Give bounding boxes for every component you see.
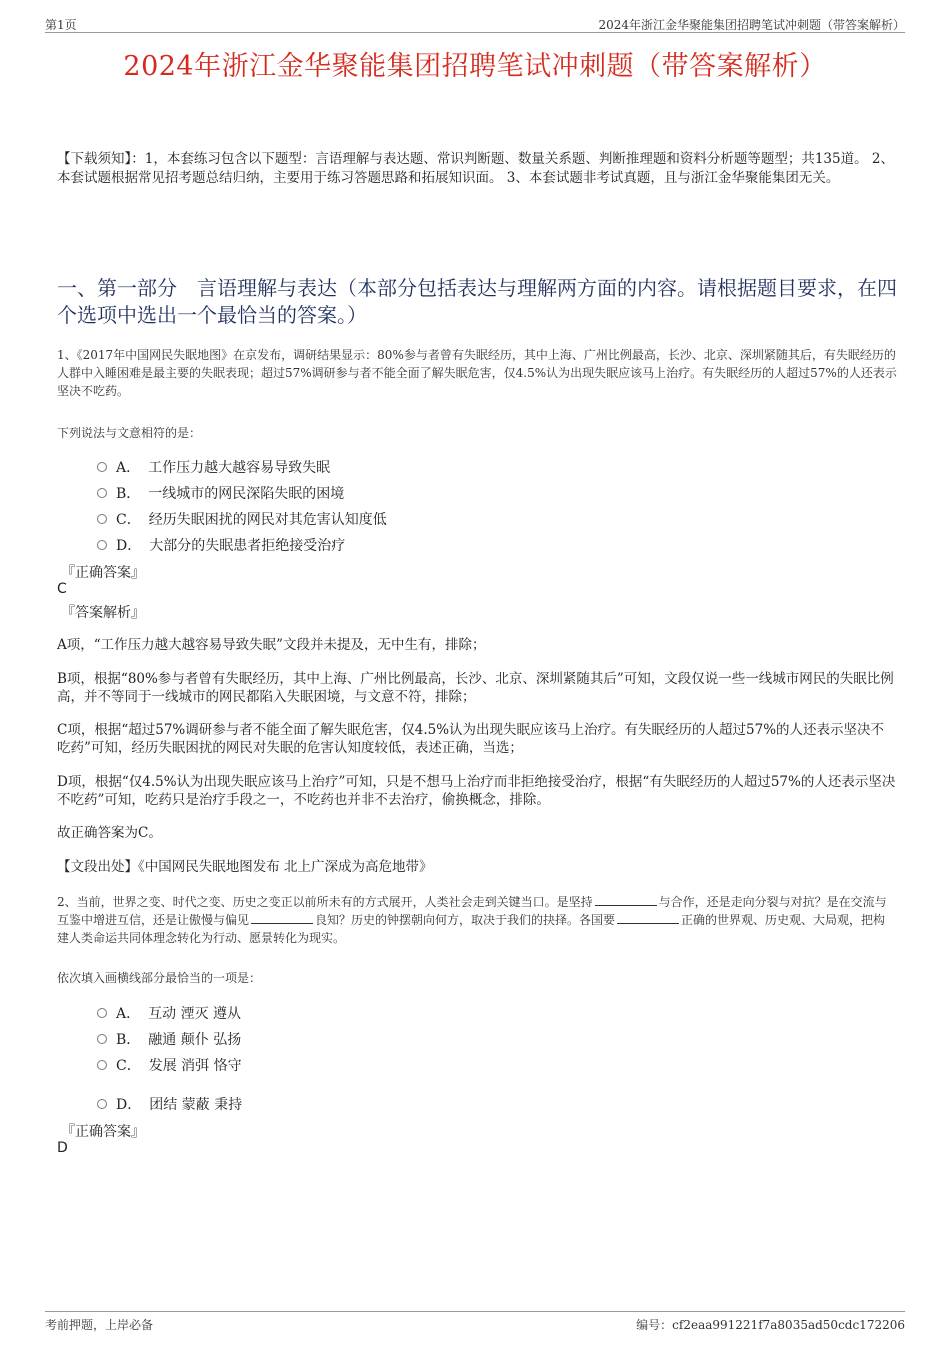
question-2-prompt: 依次填入画横线部分最恰当的一项是： [57,971,262,985]
q2-option-c[interactable] [97,1055,242,1075]
option-letter: C． [116,512,141,528]
q1-analysis-b: B项，根据“80%参与者曾有失眠经历，其中上海、广州比例最高，长沙、北京、深圳紧随其后”可知，文段仅说一些一线城市网民的失眠比例高，并不等同于一线城市的网民都陷入失眠困境，与文意不符，排除； [57,671,894,705]
option-text: 互动 湮灭 遵从 [148,1006,242,1022]
radio-icon[interactable] [97,540,107,550]
document-title: 2024年浙江金华聚能集团招聘笔试冲刺题（带答案解析） [123,51,827,82]
option-letter: C． [116,1058,141,1074]
q2-option-d[interactable] [97,1094,242,1114]
q1-analysis-c: C项，根据“超过57%调研参与者不能全面了解失眠危害，仅4.5%认为出现失眠应该马上治疗。有失眠经历的人超过57%的人还表示坚决不吃药”可知，经历失眠困扰的网民对失眠的危害认知度较低，表述正确，当选； [57,722,885,756]
q2-option-b[interactable] [97,1029,241,1049]
q1-analysis-conclusion: 故正确答案为C。 [57,825,162,841]
question-1-prompt: 下列说法与文意相符的是： [57,426,202,440]
option-text: 经历失眠困扰的网民对其危害认知度低 [148,512,387,528]
option-text: 发展 消弭 恪守 [148,1058,242,1074]
footer-serial: 编号：cf2eaa991221f7a8035ad50cdc172206 [636,1318,905,1332]
q2-text-part: 与合作，还是走向分裂与对抗？是在交流与互鉴中增进互信，还是让傲慢与偏见 [57,895,887,927]
q1-source: 【文段出处】《中国网民失眠地图发布 北上广深成为高危地带》 [57,859,433,875]
radio-icon[interactable] [97,1034,107,1044]
q2-text-part: 正确的世界观、历史观、大局观，把构建人类命运共同体理念转化为行动、愿景转化为现实。 [57,913,886,945]
q1-analysis-d: D项，根据“仅4.5%认为出现失眠应该马上治疗”可知，只是不想马上治疗而非拒绝接受治疗，根据“有失眠经历的人超过57%的人还表示坚决不吃药”可知，吃药只是治疗手段之一，不吃药也并非不去治疗，偷换概念，排除。 [57,774,896,808]
option-letter: D． [116,538,142,554]
radio-icon[interactable] [97,514,107,524]
q1-analysis-label: 『答案解析』 [61,605,145,621]
fill-blank [251,911,313,924]
option-text: 一线城市的网民深陷失眠的困境 [148,486,345,502]
option-text: 融通 颠仆 弘扬 [148,1032,242,1048]
q2-option-a[interactable] [97,1003,241,1023]
q1-answer: C [57,581,67,597]
q1-option-b[interactable] [97,483,344,503]
q2-answer-label: 『正确答案』 [61,1124,145,1140]
q1-option-d[interactable] [97,535,345,555]
header-title: 2024年浙江金华聚能集团招聘笔试冲刺题（带答案解析） [598,18,905,32]
section-title: 一、第一部分 言语理解与表达（本部分包括表达与理解两方面的内容。请根据题目要求，在四个选项中选出一个最恰当的答案。） [57,276,897,327]
page-number: 第1页 [45,18,77,32]
option-text: 团结 蒙蔽 秉持 [149,1097,243,1113]
radio-icon[interactable] [97,462,107,472]
option-letter: D． [116,1097,142,1113]
option-text: 工作压力越大越容易导致失眠 [148,460,331,476]
fill-blank [617,911,679,924]
footer-slogan: 考前押题，上岸必备 [45,1318,154,1332]
q2-text-part: 2、当前，世界之变、时代之变、历史之变正以前所未有的方式展开，人类社会走到关键当口。是坚持 [57,895,593,909]
download-notice: 【下载须知】：1，本套练习包含以下题型：言语理解与表达题、常识判断题、数量关系题、判断推理题和资料分析题等题型；共135道。 2、本套试题根据常见招考题总结归纳，主要用于练习答题思路和拓展知识面。 3、本套试题非考试真题，且与浙江金华聚能集团无关。 [57,151,894,186]
radio-icon[interactable] [97,1008,107,1018]
radio-icon[interactable] [97,1099,107,1109]
q1-analysis-a: A项，“工作压力越大越容易导致失眠”文段并未提及，无中生有，排除； [57,637,486,653]
q1-option-c[interactable] [97,509,387,529]
page-header [45,14,905,33]
option-letter: A． [116,1006,141,1022]
option-letter: B． [116,486,141,502]
fill-blank [595,893,657,906]
q2-text-part: 良知？历史的钟摆朝向何方，取决于我们的抉择。各国要 [315,913,616,927]
page-footer [45,1311,905,1334]
question-2-text [57,893,897,947]
radio-icon[interactable] [97,1060,107,1070]
q1-answer-label: 『正确答案』 [61,565,145,581]
q2-answer: D [57,1140,68,1156]
option-text: 大部分的失眠患者拒绝接受治疗 [149,538,346,554]
radio-icon[interactable] [97,488,107,498]
option-letter: B． [116,1032,141,1048]
question-1-text: 1、《2017年中国网民失眠地图》在京发布，调研结果显示：80%参与者曾有失眠经历，其中上海、广州比例最高，长沙、北京、深圳紧随其后，有失眠经历的人群中入睡困难是最主要的失眠表现；超过57%调研参与者不能全面了解失眠危害，仅4.5%认为出现失眠应该马上治疗。有失眠经历的人超过57%的人还表示坚决不吃药。 [57,348,897,398]
q1-option-a[interactable] [97,457,330,477]
option-letter: A． [116,460,141,476]
